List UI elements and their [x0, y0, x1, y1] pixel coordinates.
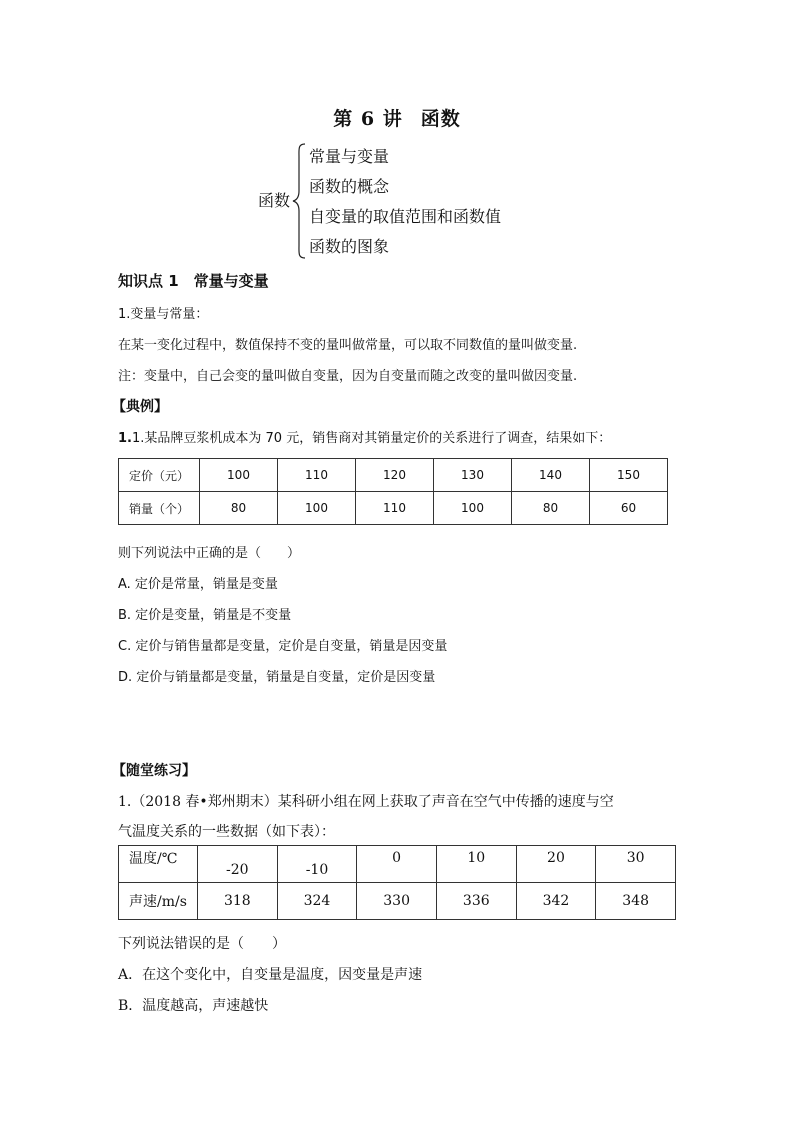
practice-option-b: B．温度越高，声速越快 [118, 998, 269, 1014]
curly-brace-icon [292, 143, 306, 259]
table-cell: 80 [200, 492, 278, 525]
outline-item: 常量与变量 [309, 147, 390, 166]
practice-question-line1: 1.（2018 春•郑州期末）某科研小组在网上获取了声音在空气中传播的速度与空 [118, 794, 614, 810]
table-cell: 120 [356, 459, 434, 492]
practice-heading: 【随堂练习】 [112, 763, 196, 779]
table-cell: -20 [198, 846, 278, 883]
table-cell: 150 [590, 459, 668, 492]
table-cell: 330 [357, 883, 437, 920]
practice-option-a: A．在这个变化中，自变量是温度，因变量是声速 [118, 967, 423, 983]
temperature-speed-table [118, 845, 676, 920]
table-cell: 318 [198, 883, 278, 920]
outline-label: 函数 [258, 191, 291, 210]
lecture-topic: 函数 [420, 108, 461, 130]
table-row [119, 492, 668, 525]
option-a: A. 定价是常量，销量是变量 [118, 577, 278, 592]
table-cell: 60 [590, 492, 668, 525]
outline-item: 函数的图象 [309, 237, 390, 256]
table-cell: 0 [357, 846, 437, 883]
table-cell: 30 [596, 846, 676, 883]
table-cell: 80 [512, 492, 590, 525]
option-b: B. 定价是变量，销量是不变量 [118, 608, 292, 623]
practice-question-line2: 气温度关系的一些数据（如下表）： [118, 824, 335, 840]
table-cell: 定价（元） [119, 459, 200, 492]
example-heading: 【典例】 [112, 399, 168, 415]
paragraph-definition: 在某一变化过程中，数值保持不变的量叫做常量，可以取不同数值的量叫做变量. [118, 338, 578, 353]
table-cell: 100 [278, 492, 356, 525]
table-cell: 10 [436, 846, 516, 883]
table-cell: 348 [596, 883, 676, 920]
paragraph-note: 注：变量中，自己会变的量叫做自变量，因为自变量而随之改变的量叫做因变量. [118, 369, 578, 384]
example-question: 1.1.某品牌豆浆机成本为 70 元，销售商对其销量定价的关系进行了调查，结果如下： [118, 431, 612, 446]
table-cell: 324 [277, 883, 357, 920]
page-title [0, 104, 794, 131]
subheading: 1.变量与常量： [118, 307, 209, 322]
outline-item: 自变量的取值范围和函数值 [309, 207, 502, 226]
table-cell: 140 [512, 459, 590, 492]
table-cell: 20 [516, 846, 596, 883]
table-cell: 110 [278, 459, 356, 492]
table-cell: 110 [356, 492, 434, 525]
table-cell: 温度/℃ [119, 846, 198, 883]
example-question-text: 1.某品牌豆浆机成本为 70 元，销售商对其销量定价的关系进行了调查，结果如下： [131, 431, 612, 446]
table-row [119, 883, 676, 920]
table-cell: 销量（个） [119, 492, 200, 525]
table-cell: 100 [434, 492, 512, 525]
table-cell: -10 [277, 846, 357, 883]
section-heading: 知识点 1 常量与变量 [118, 272, 269, 290]
table-row [119, 846, 676, 883]
example-ask: 则下列说法中正确的是（ ） [118, 546, 301, 561]
practice-ask: 下列说法错误的是（ ） [118, 936, 286, 952]
lecture-number: 第 6 讲 [333, 108, 403, 130]
table-cell: 声速/m/s [119, 883, 198, 920]
table-cell: 100 [200, 459, 278, 492]
table-cell: 336 [436, 883, 516, 920]
table-cell: 342 [516, 883, 596, 920]
table-cell: 130 [434, 459, 512, 492]
option-d: D. 定价与销量都是变量，销量是自变量，定价是因变量 [118, 670, 436, 685]
option-c: C. 定价与销售量都是变量，定价是自变量，销量是因变量 [118, 639, 448, 654]
outline-item: 函数的概念 [309, 177, 390, 196]
table-row [119, 459, 668, 492]
price-sales-table [118, 458, 668, 525]
